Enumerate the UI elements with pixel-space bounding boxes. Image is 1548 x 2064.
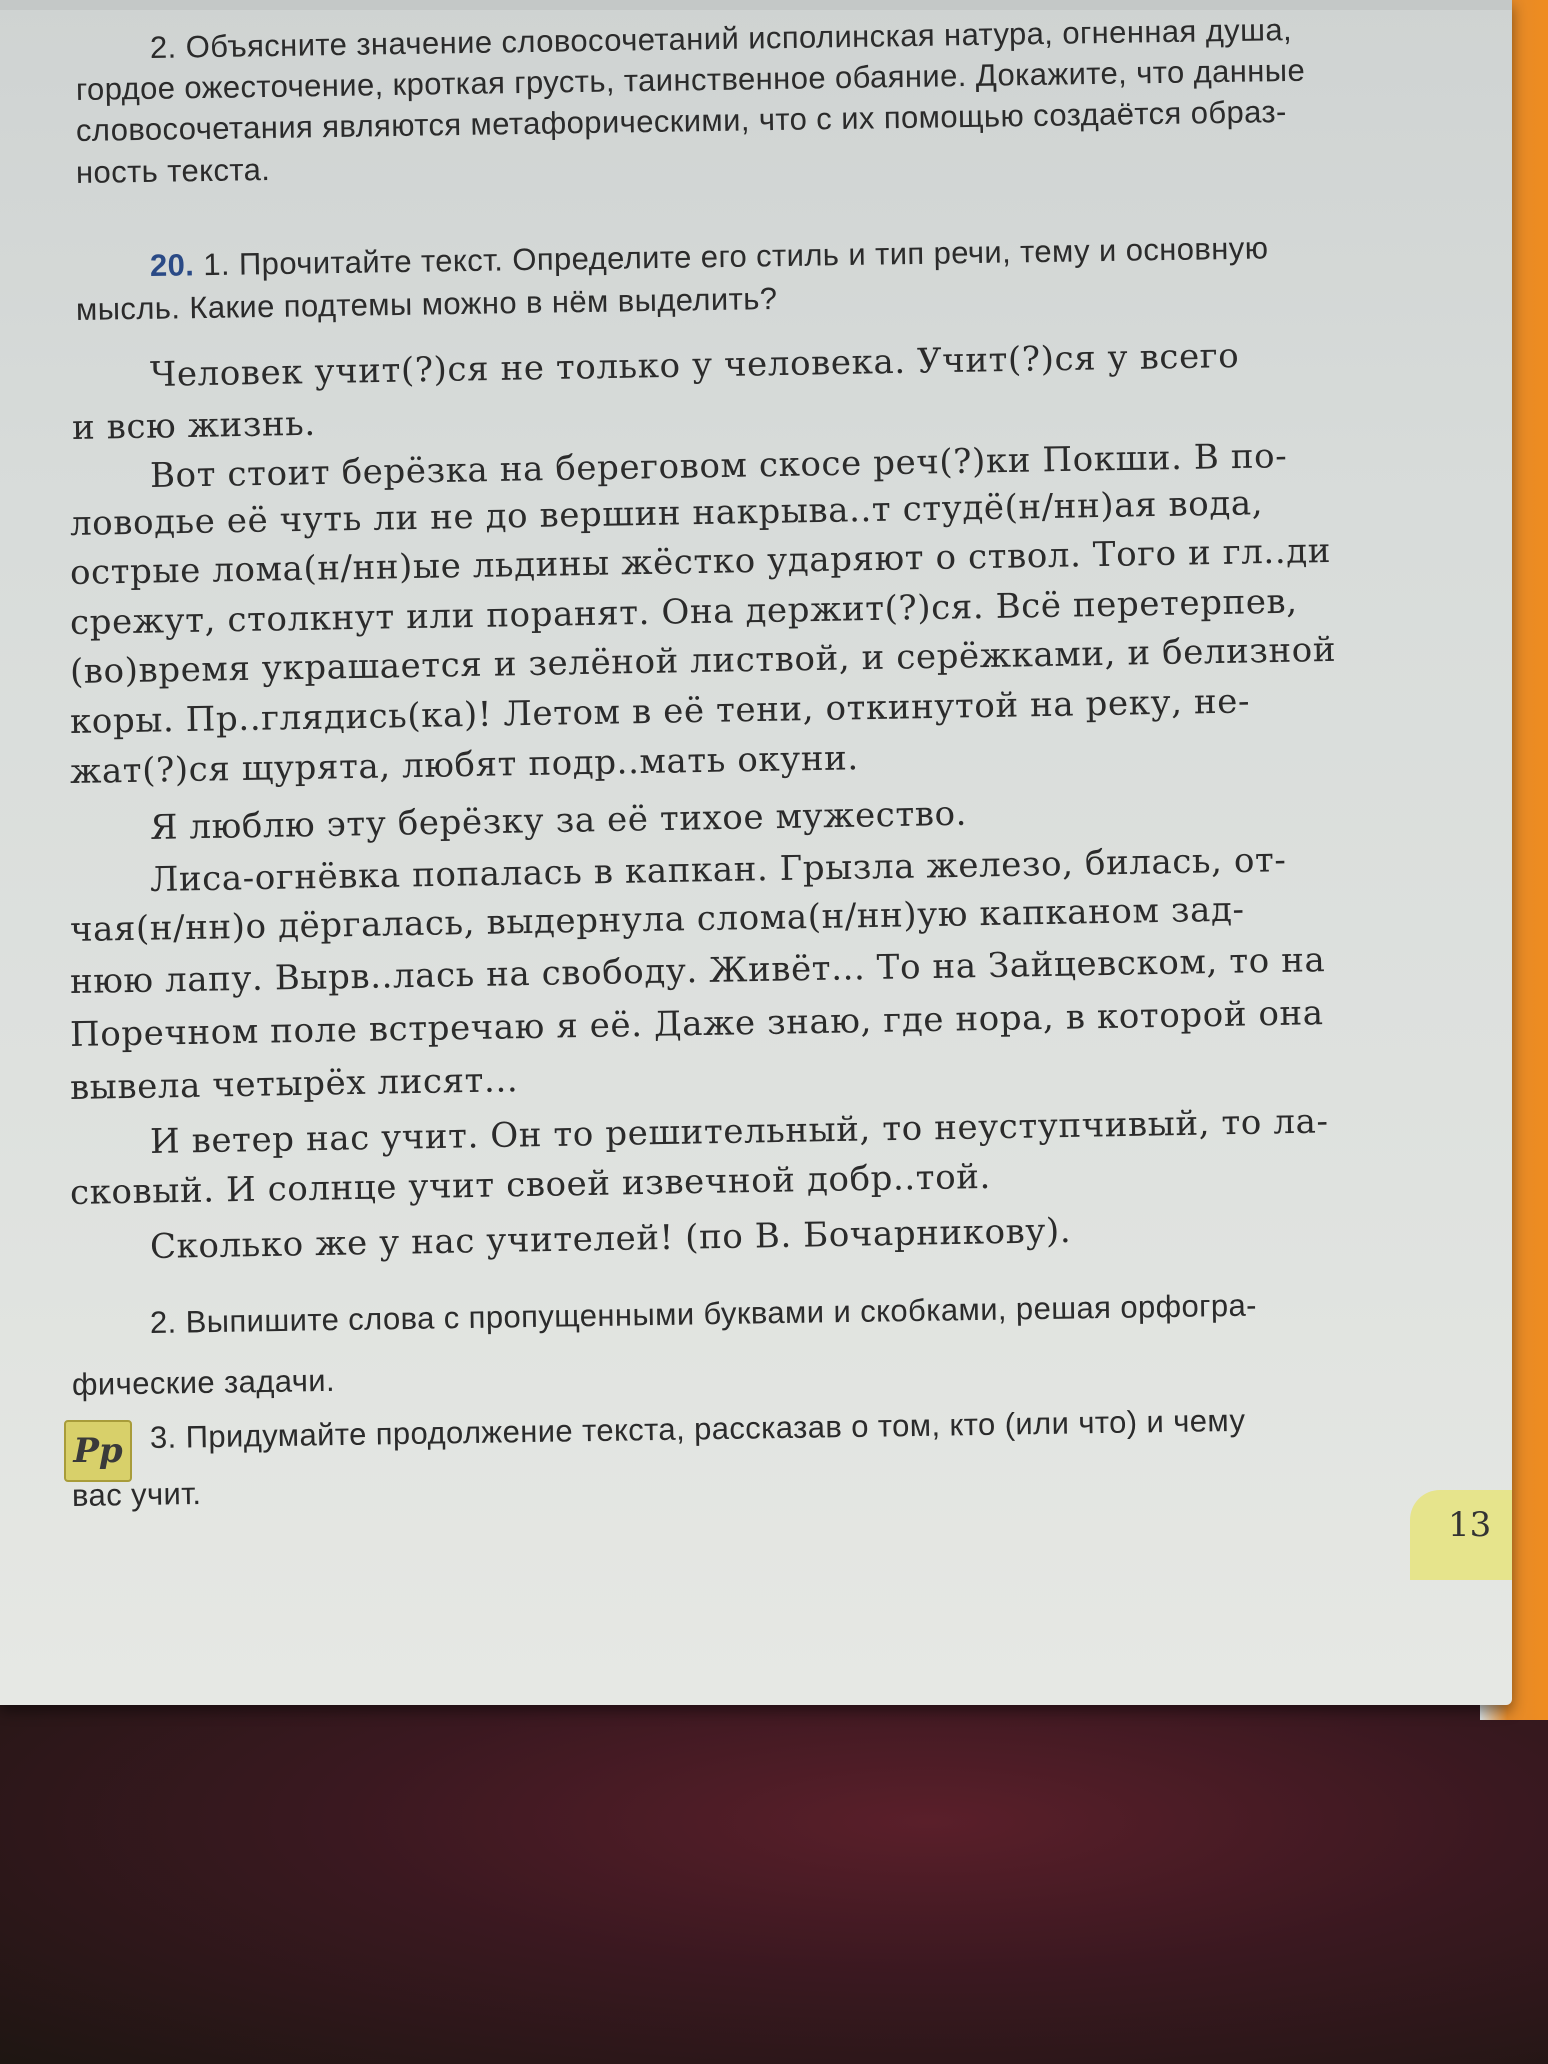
prev-task-line-4: ность текста. [75, 151, 271, 190]
text-line-15: вывела четырёх лисят... [69, 1060, 519, 1108]
prev-task-line-3: словосочетания являются метафорическими, что с их помощью создаётся образ- [75, 93, 1287, 148]
speech-development-icon: Рр [64, 1420, 132, 1482]
text-line-12: чая(н/нн)о дёргалась, выдернула слома(н/нн)ую капканом зад- [69, 889, 1245, 950]
previous-line-fragment [0, 0, 1512, 10]
prev-task-line-1: 2. Объясните значение словосочетаний исполинская натура, огненная душа, [149, 12, 1293, 65]
text-line-2: и всю жизнь. [71, 403, 317, 448]
text-line-17: сковый. И солнце учит своей извечной добр..той. [69, 1156, 992, 1213]
text-line-16: И ветер нас учит. Он то решительный, то неуступчивый, то ла- [149, 1101, 1329, 1162]
text-line-7: (во)время украшается и зелёной листвой, и серёжками, и белизной [69, 629, 1337, 692]
prev-task-line-2: гордое ожесточение, кроткая грусть, таинственное обаяние. Докажите, что данные [75, 52, 1306, 107]
task-2-line-1: 2. Выпишите слова с пропущенными буквами и скобками, решая орфогра- [149, 1287, 1258, 1340]
text-line-3: Вот стоит берёзка на береговом скосе реч(?)ки Покши. В по- [149, 436, 1288, 496]
exercise-number: 20. [149, 247, 195, 283]
text-line-11: Лиса-огнёвка попалась в капкан. Грызла железо, билась, от- [149, 840, 1287, 900]
exercise-header [150, 230, 1269, 284]
task-3-line-1: 3. Придумайте продолжение текста, рассказав о том, кто (или что) и чему [149, 1402, 1246, 1455]
text-line-1: Человек учит(?)ся не только у человека. Учит(?)ся у всего [149, 335, 1240, 395]
text-line-5: острые лома(н/нн)ые льдины жёстко ударяют о ствол. Того и гл..ди [69, 530, 1332, 593]
text-line-9: жат(?)ся щурята, любят подр..мать окуни. [69, 738, 860, 792]
exercise-task-1-line-2: мысль. Какие подтемы можно в нём выделить? [75, 280, 778, 327]
text-line-18: Сколько же у нас учителей! (по В. Бочарникову). [149, 1210, 1072, 1267]
text-line-4: ловодье её чуть ли не до вершин накрыва..т студё(н/нн)ая вода, [69, 483, 1264, 544]
task-2-line-2: фические задачи. [71, 1362, 336, 1402]
task-3-line-2: вас учит. [71, 1475, 202, 1513]
text-line-13: нюю лапу. Вырв..лась на свободу. Живёт... То на Зайцевском, то на [69, 940, 1326, 1002]
text-line-8: коры. Пр..глядись(ка)! Летом в её тени, откинутой на реку, не- [69, 681, 1251, 742]
text-line-6: срежут, столкнут или поранят. Она держит(?)ся. Всё перетерпев, [69, 581, 1298, 643]
exercise-task-1-line-1: 1. Прочитайте текст. Определите его стиль и тип речи, тему и основную [203, 230, 1269, 283]
text-line-10: Я люблю эту берёзку за её тихое мужество. [149, 793, 968, 848]
text-line-14: Поречном поле встречаю я её. Даже знаю, где нора, в которой она [69, 993, 1324, 1055]
table-background [0, 1660, 1548, 2064]
page-number: 13 [1448, 1505, 1492, 1545]
